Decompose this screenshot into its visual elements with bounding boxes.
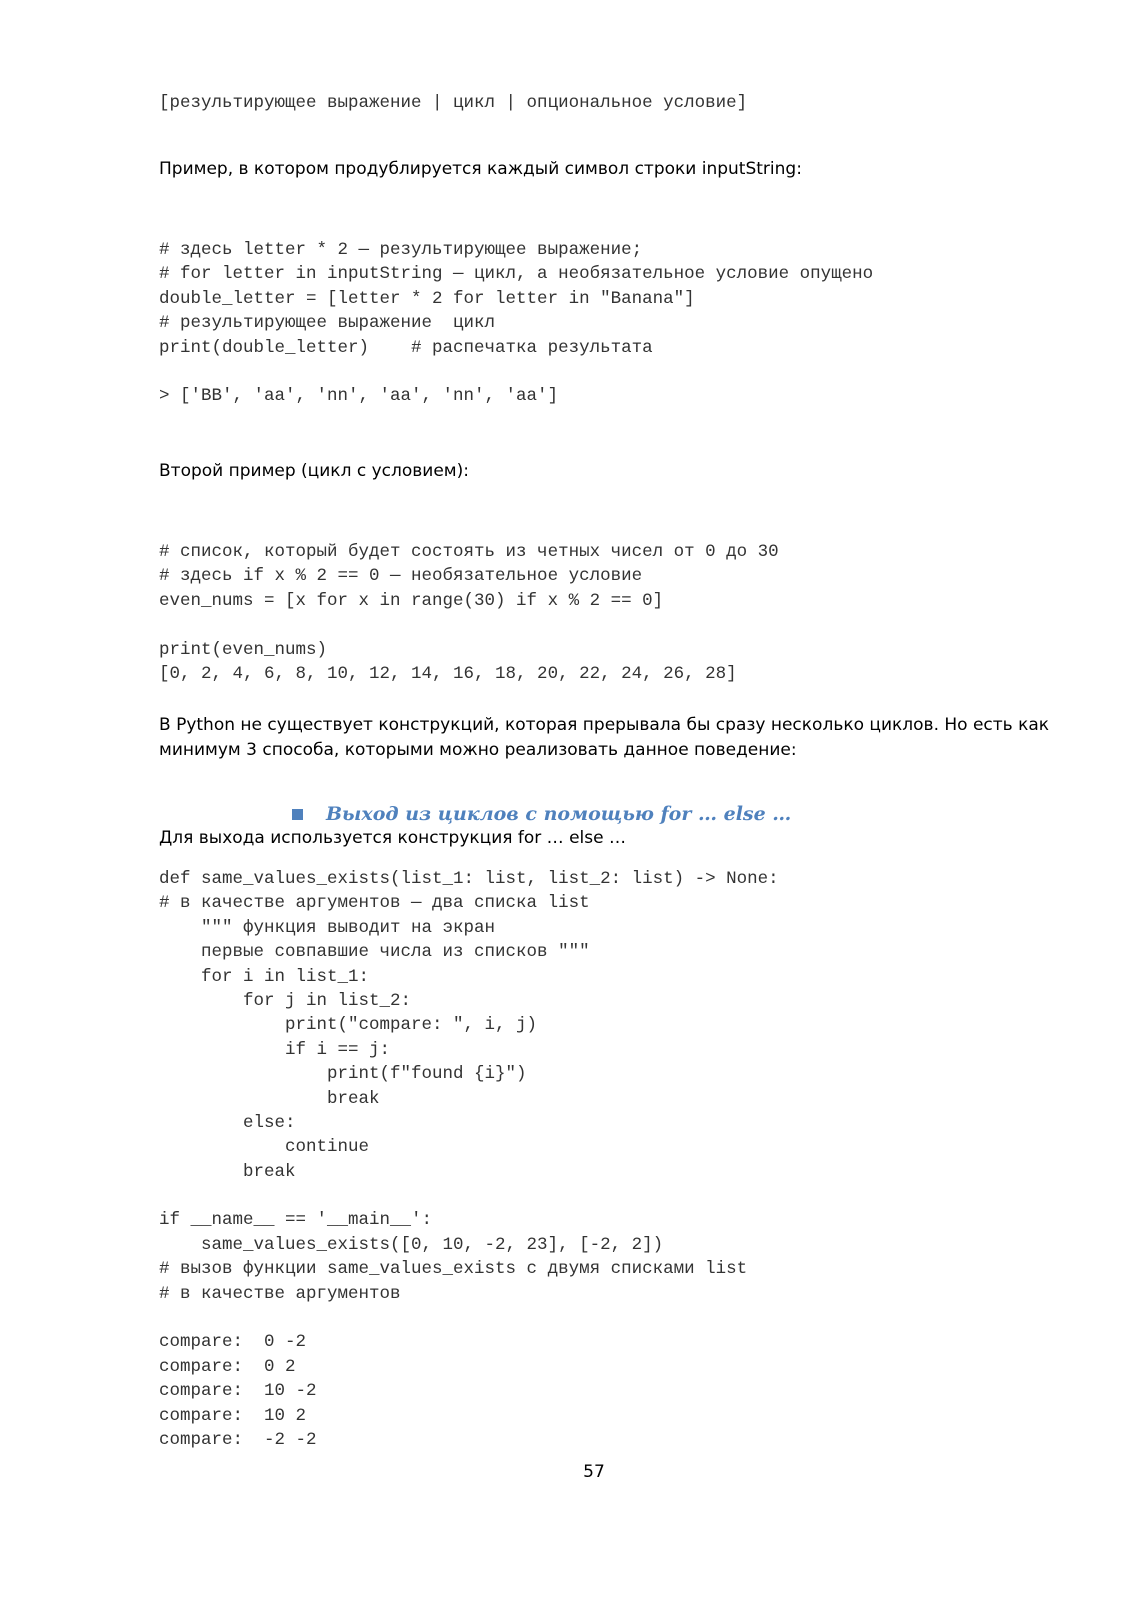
section-heading-row <box>292 799 791 829</box>
code-output-line: compare: -2 -2 <box>159 1429 317 1450</box>
code-line: if __name__ == '__main__': <box>159 1210 433 1231</box>
second-example-text <box>159 459 469 484</box>
code-line: # в качестве аргументов <box>159 1283 401 1304</box>
code-line: even_nums = [x for x in range(30) if x % 2 == 0] <box>159 590 664 611</box>
code-line: same_values_exists([0, 10, -2, 23], [-2, 2]) <box>159 1234 664 1255</box>
code-line: # вызов функции same_values_exists с двумя списками list <box>159 1259 748 1280</box>
code-line <box>159 1306 779 1330</box>
code-output-line: compare: 0 -2 <box>159 1332 307 1353</box>
text-line: минимум 3 способа, которыми можно реализовать данное поведение: <box>159 740 797 760</box>
code-output-line: compare: 0 2 <box>159 1356 296 1377</box>
code-output-line: [0, 2, 4, 6, 8, 10, 12, 14, 16, 18, 20, 22, 24, 26, 28] <box>159 663 737 684</box>
code-line: print(f"found {i}") <box>159 1064 527 1085</box>
code-line: print(even_nums) <box>159 639 328 660</box>
code-line: for j in list_2: <box>159 990 412 1011</box>
code-line <box>159 360 873 384</box>
code-line: """ функция выводит на экран <box>159 917 496 938</box>
code-line <box>159 613 779 637</box>
code-line: # здесь letter * 2 — результирующее выражение; <box>159 240 643 260</box>
code-output-line: compare: 10 -2 <box>159 1381 317 1402</box>
text-line: В Python не существует конструкций, которая прерывала бы сразу несколько циклов. Но есть как <box>159 715 1050 735</box>
code-line: break <box>159 1161 296 1182</box>
section-intro <box>159 826 626 851</box>
code-line <box>159 1184 779 1208</box>
text-line: Второй пример (цикл с условием): <box>159 461 469 481</box>
code-block-1 <box>159 238 873 409</box>
code-line: [результирующее выражение | цикл | опциональное условие] <box>159 93 748 113</box>
code-line: for i in list_1: <box>159 966 370 987</box>
code-line: break <box>159 1088 380 1109</box>
code-line: def same_values_exists(list_1: list, list_2: list) -> None: <box>159 869 779 889</box>
code-line: if i == j: <box>159 1039 391 1060</box>
code-line: continue <box>159 1137 370 1158</box>
code-line: # for letter in inputString — цикл, а необязательное условие опущено <box>159 264 874 285</box>
code-output-line: compare: 10 2 <box>159 1405 307 1426</box>
syntax-line <box>159 91 747 115</box>
code-line: double_letter = [letter * 2 for letter in "Banana"] <box>159 288 695 309</box>
paragraph <box>159 713 1049 763</box>
code-line: print(double_letter) # распечатка результата <box>159 337 653 358</box>
code-block-3 <box>159 867 779 1452</box>
code-line: # здесь if x % 2 == 0 — необязательное условие <box>159 566 643 587</box>
square-bullet-icon <box>292 809 303 820</box>
code-line: # в качестве аргументов — два списка list <box>159 893 590 914</box>
code-line: print("compare: ", i, j) <box>159 1015 538 1036</box>
code-line: else: <box>159 1112 296 1133</box>
text-line: Для выхода используется конструкция for … else … <box>159 828 626 848</box>
code-block-2 <box>159 540 779 686</box>
page-number: 57 <box>583 1462 605 1482</box>
code-output-line: > ['BB', 'aa', 'nn', 'aa', 'nn', 'aa'] <box>159 386 559 407</box>
intro-text <box>159 157 802 182</box>
text-line: Пример, в котором продублируется каждый символ строки inputString: <box>159 159 802 179</box>
section-heading: Выход из циклов с помощью for … else … <box>326 803 792 825</box>
code-line: # список, который будет состоять из четных чисел от 0 до 30 <box>159 542 779 562</box>
code-line: первые совпавшие числа из списков """ <box>159 942 590 963</box>
code-line: # результирующее выражение цикл <box>159 313 496 334</box>
